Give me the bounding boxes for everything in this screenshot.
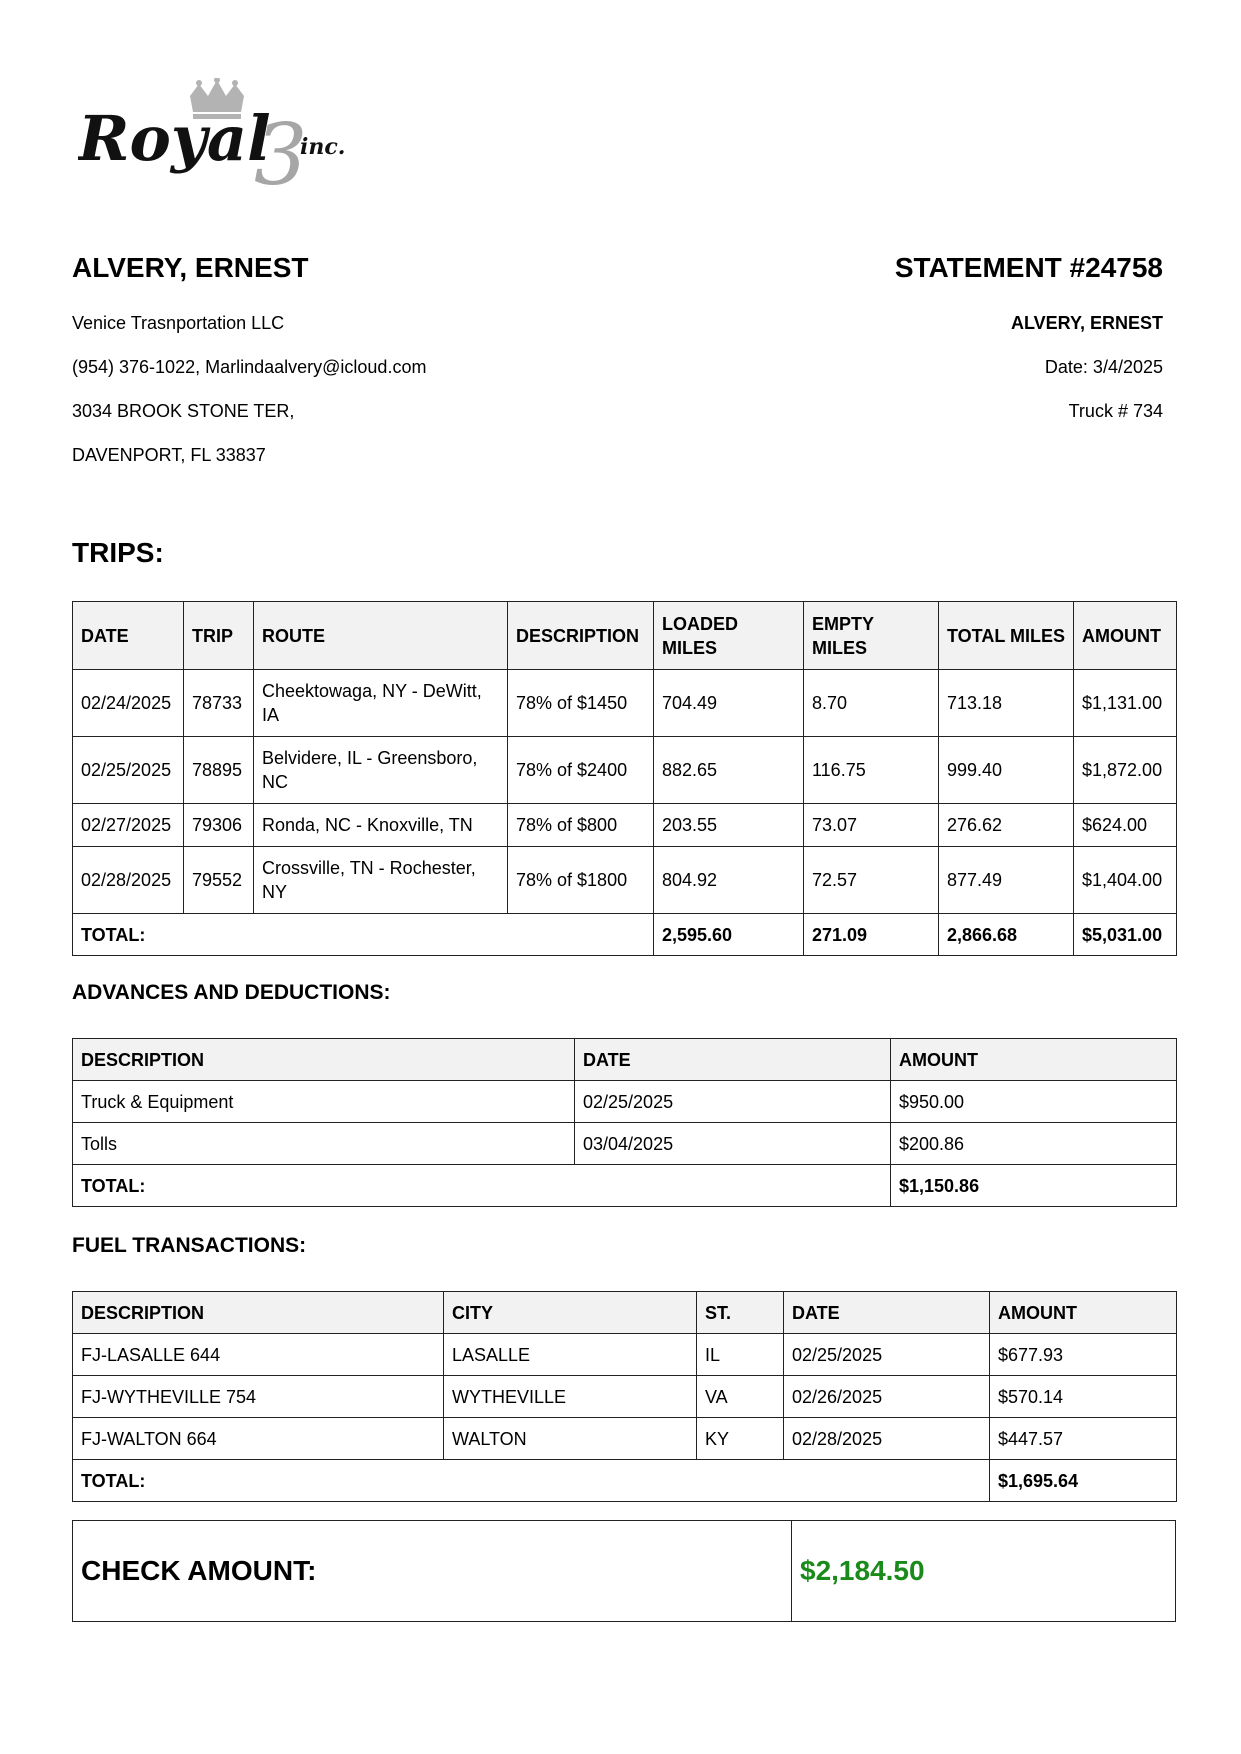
cell: 02/27/2025 bbox=[73, 804, 184, 847]
col-header: DATE bbox=[575, 1039, 891, 1081]
cell: 79306 bbox=[184, 804, 254, 847]
cell: Ronda, NC - Knoxville, TN bbox=[254, 804, 508, 847]
col-header: ROUTE bbox=[254, 602, 508, 670]
cell: 02/25/2025 bbox=[73, 737, 184, 804]
driver-contact: (954) 376-1022, Marlindaalvery@icloud.com bbox=[72, 357, 427, 377]
cell: Belvidere, IL - Greensboro, NC bbox=[254, 737, 508, 804]
cell: Crossville, TN - Rochester, NY bbox=[254, 847, 508, 914]
total-loaded-miles: 2,595.60 bbox=[654, 914, 804, 956]
cell: IL bbox=[697, 1334, 784, 1376]
total-label: TOTAL: bbox=[73, 1165, 891, 1207]
advances-header-row bbox=[73, 1039, 1177, 1081]
advances-total-row bbox=[73, 1165, 1177, 1207]
cell: WALTON bbox=[444, 1418, 697, 1460]
cell: 02/28/2025 bbox=[73, 847, 184, 914]
cell: 72.57 bbox=[804, 847, 939, 914]
cell: FJ-WALTON 664 bbox=[73, 1418, 444, 1460]
table-row bbox=[73, 670, 1177, 737]
cell: $447.57 bbox=[990, 1418, 1177, 1460]
company-logo bbox=[78, 78, 378, 190]
check-amount-box bbox=[72, 1520, 1176, 1622]
cell: 713.18 bbox=[939, 670, 1074, 737]
col-header: AMOUNT bbox=[990, 1292, 1177, 1334]
trips-title: TRIPS: bbox=[72, 537, 164, 568]
cell: 877.49 bbox=[939, 847, 1074, 914]
total-miles: 2,866.68 bbox=[939, 914, 1074, 956]
cell: $200.86 bbox=[891, 1123, 1177, 1165]
table-row bbox=[73, 847, 1177, 914]
svg-text:Royal: Royal bbox=[78, 102, 271, 175]
cell: 116.75 bbox=[804, 737, 939, 804]
cell: 704.49 bbox=[654, 670, 804, 737]
fuel-header-row bbox=[73, 1292, 1177, 1334]
fuel-total-row bbox=[73, 1460, 1177, 1502]
cell: 78% of $2400 bbox=[508, 737, 654, 804]
cell: 78% of $800 bbox=[508, 804, 654, 847]
col-header: DESCRIPTION bbox=[73, 1292, 444, 1334]
statement-truck: Truck # 734 bbox=[1068, 401, 1163, 421]
col-header: ST. bbox=[697, 1292, 784, 1334]
total-amount: $5,031.00 bbox=[1074, 914, 1177, 956]
table-row bbox=[73, 1081, 1177, 1123]
col-header: DESCRIPTION bbox=[508, 602, 654, 670]
cell: VA bbox=[697, 1376, 784, 1418]
cell: $1,131.00 bbox=[1074, 670, 1177, 737]
cell: KY bbox=[697, 1418, 784, 1460]
cell: FJ-WYTHEVILLE 754 bbox=[73, 1376, 444, 1418]
cell: 02/25/2025 bbox=[575, 1081, 891, 1123]
table-row bbox=[73, 737, 1177, 804]
fuel-title: FUEL TRANSACTIONS: bbox=[72, 1234, 307, 1257]
col-header: DATE bbox=[784, 1292, 990, 1334]
col-header: DESCRIPTION bbox=[73, 1039, 575, 1081]
cell: Cheektowaga, NY - DeWitt, IA bbox=[254, 670, 508, 737]
table-row bbox=[73, 1334, 1177, 1376]
cell: $1,404.00 bbox=[1074, 847, 1177, 914]
advances-title: ADVANCES AND DEDUCTIONS: bbox=[72, 981, 391, 1004]
cell: 03/04/2025 bbox=[575, 1123, 891, 1165]
cell: 804.92 bbox=[654, 847, 804, 914]
col-header: DATE bbox=[73, 602, 184, 670]
cell: FJ-LASALLE 644 bbox=[73, 1334, 444, 1376]
cell: Truck & Equipment bbox=[73, 1081, 575, 1123]
cell: 78895 bbox=[184, 737, 254, 804]
cell: $677.93 bbox=[990, 1334, 1177, 1376]
col-header: TOTAL MILES bbox=[939, 602, 1074, 670]
table-row bbox=[73, 1418, 1177, 1460]
col-header: CITY bbox=[444, 1292, 697, 1334]
cell: $950.00 bbox=[891, 1081, 1177, 1123]
statement-name: ALVERY, ERNEST bbox=[1010, 313, 1163, 333]
cell: Tolls bbox=[73, 1123, 575, 1165]
table-row bbox=[73, 1376, 1177, 1418]
total-amount: $1,695.64 bbox=[990, 1460, 1177, 1502]
svg-text:3: 3 bbox=[254, 106, 308, 190]
cell: 276.62 bbox=[939, 804, 1074, 847]
cell: 999.40 bbox=[939, 737, 1074, 804]
cell: 02/26/2025 bbox=[784, 1376, 990, 1418]
cell: 882.65 bbox=[654, 737, 804, 804]
statement-info bbox=[643, 250, 1163, 422]
driver-address-line1: 3034 BROOK STONE TER, bbox=[72, 401, 295, 421]
cell: 203.55 bbox=[654, 804, 804, 847]
cell: WYTHEVILLE bbox=[444, 1376, 697, 1418]
col-header: AMOUNT bbox=[891, 1039, 1177, 1081]
total-label: TOTAL: bbox=[73, 1460, 990, 1502]
cell: $1,872.00 bbox=[1074, 737, 1177, 804]
trips-header-row bbox=[73, 602, 1177, 670]
total-amount: $1,150.86 bbox=[891, 1165, 1177, 1207]
trips-table bbox=[72, 601, 1177, 956]
cell: 78733 bbox=[184, 670, 254, 737]
col-header: AMOUNT bbox=[1074, 602, 1177, 670]
col-header: LOADED MILES bbox=[654, 602, 804, 670]
trips-total-row bbox=[73, 914, 1177, 956]
cell: 02/25/2025 bbox=[784, 1334, 990, 1376]
col-header: EMPTY MILES bbox=[804, 602, 939, 670]
advances-table bbox=[72, 1038, 1177, 1207]
table-row bbox=[73, 1123, 1177, 1165]
total-empty-miles: 271.09 bbox=[804, 914, 939, 956]
cell: 78% of $1800 bbox=[508, 847, 654, 914]
cell: 78% of $1450 bbox=[508, 670, 654, 737]
col-header: TRIP bbox=[184, 602, 254, 670]
svg-text:inc.: inc. bbox=[300, 134, 346, 160]
statement-title: STATEMENT #24758 bbox=[894, 252, 1163, 283]
driver-address-line2: DAVENPORT, FL 33837 bbox=[72, 445, 266, 465]
cell: LASALLE bbox=[444, 1334, 697, 1376]
fuel-table bbox=[72, 1291, 1177, 1502]
cell: 02/24/2025 bbox=[73, 670, 184, 737]
table-row bbox=[73, 804, 1177, 847]
cell: $570.14 bbox=[990, 1376, 1177, 1418]
statement-date: Date: 3/4/2025 bbox=[1044, 357, 1163, 377]
driver-company: Venice Trasnportation LLC bbox=[72, 313, 285, 333]
cell: 73.07 bbox=[804, 804, 939, 847]
driver-name: ALVERY, ERNEST bbox=[72, 252, 309, 283]
total-label: TOTAL: bbox=[73, 914, 654, 956]
driver-info bbox=[72, 250, 632, 466]
check-amount-value: $2,184.50 bbox=[800, 1555, 925, 1586]
cell: 8.70 bbox=[804, 670, 939, 737]
check-amount-label: CHECK AMOUNT: bbox=[73, 1521, 792, 1621]
cell: 79552 bbox=[184, 847, 254, 914]
cell: 02/28/2025 bbox=[784, 1418, 990, 1460]
cell: $624.00 bbox=[1074, 804, 1177, 847]
